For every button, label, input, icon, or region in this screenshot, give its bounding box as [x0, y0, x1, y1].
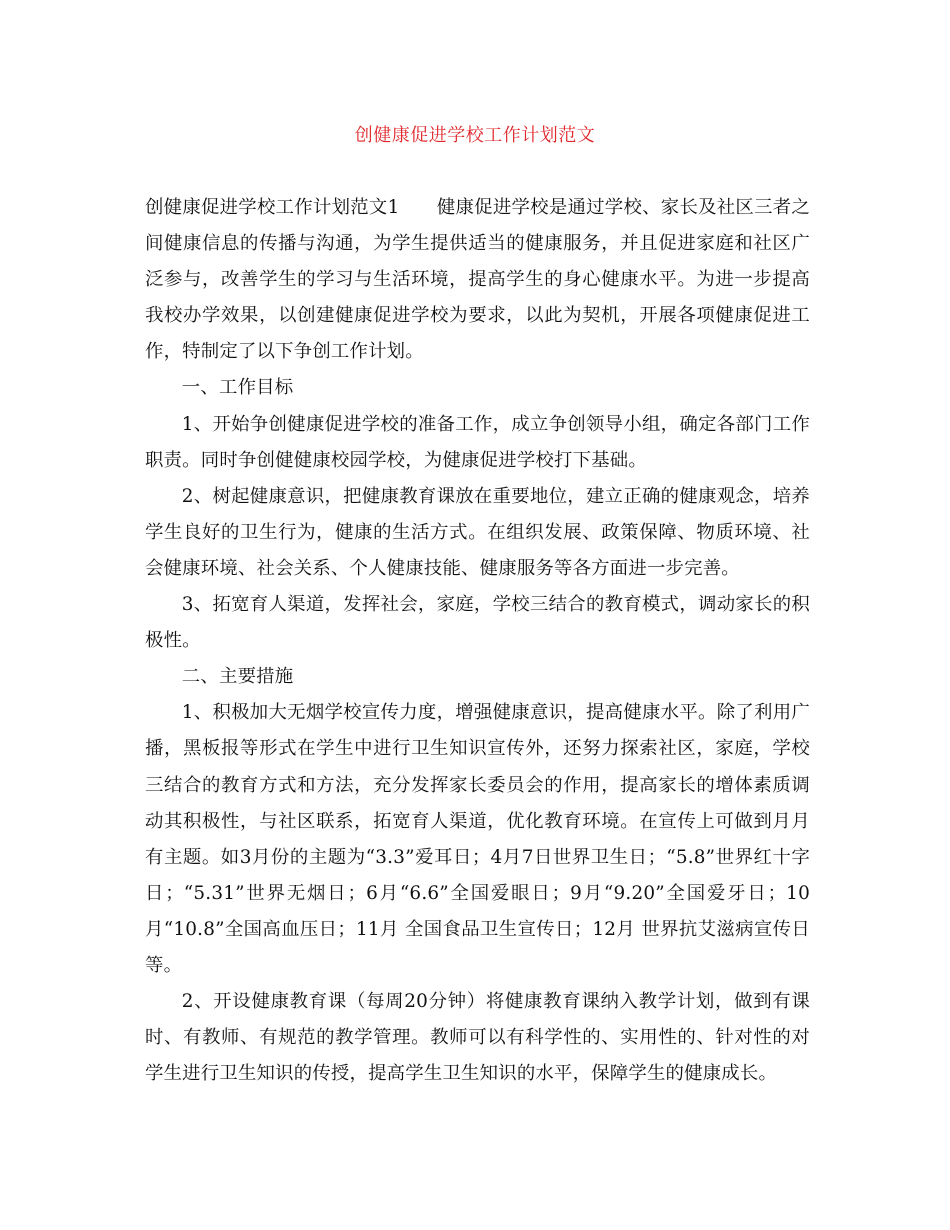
paragraph-measure-1: 1、积极加大无烟学校宣传力度，增强健康意识，提高健康水平。除了利用广播，黑板报等形式在学生中进行卫生知识宣传外，还努力探索社区，家庭，学校三结合的教育方式和方法，充分发挥家长委员会的作用，提高家长的增体素质调动其积极性，与社区联系，拓宽育人渠道，优化教育环境。在宣传上可做到月月有主题。如3月份的主题为“3.3”爱耳日；4月7日世界卫生日；“5.8”世界红十字日；“5.31”世界无烟日；6月“6.6”全国爱眼日；9月“9.20”全国爱牙日；10月“10.8”全国高血压日；11月 全国食品卫生宣传日；12月 世界抗艾滋病宣传日等。 [145, 702, 810, 976]
paragraph-goal-2: 2、树起健康意识，把健康教育课放在重要地位，建立正确的健康观念，培养学生良好的卫生行为，健康的生活方式。在组织发展、政策保障、物质环境、社会健康环境、社会关系、个人健康技能、健康服务等各方面进一步完善。 [145, 485, 810, 579]
document-body [145, 190, 810, 1092]
paragraph-goal-3: 3、拓宽育人渠道，发挥社会，家庭，学校三结合的教育模式，调动家长的积极性。 [145, 594, 810, 652]
document-title: 创健康促进学校工作计划范文 [354, 125, 596, 146]
paragraph-measure-2: 2、开设健康教育课（每周20分钟）将健康教育课纳入教学计划，做到有课时、有教师、有规范的教学管理。教师可以有科学性的、实用性的、针对性的对学生进行卫生知识的传授，提高学生卫生知识的水平，保障学生的健康成长。 [145, 991, 810, 1085]
paragraph-goal-1: 1、开始争创健康促进学校的准备工作，成立争创领导小组，确定各部门工作职责。同时争创健健康校园学校，为健康促进学校打下基础。 [145, 413, 810, 471]
section-heading-goals: 一、工作目标 [181, 377, 294, 399]
paragraph-intro: 创健康促进学校工作计划范文1 健康促进学校是通过学校、家长及社区三者之间健康信息的传播与沟通，为学生提供适当的健康服务，并且促进家庭和社区广泛参与，改善学生的学习与生活环境，提高学生的身心健康水平。为进一步提高我校办学效果，以创建健康促进学校为要求，以此为契机，开展各项健康促进工作，特制定了以下争创工作计划。 [145, 197, 810, 363]
section-heading-measures: 二、主要措施 [181, 666, 294, 688]
